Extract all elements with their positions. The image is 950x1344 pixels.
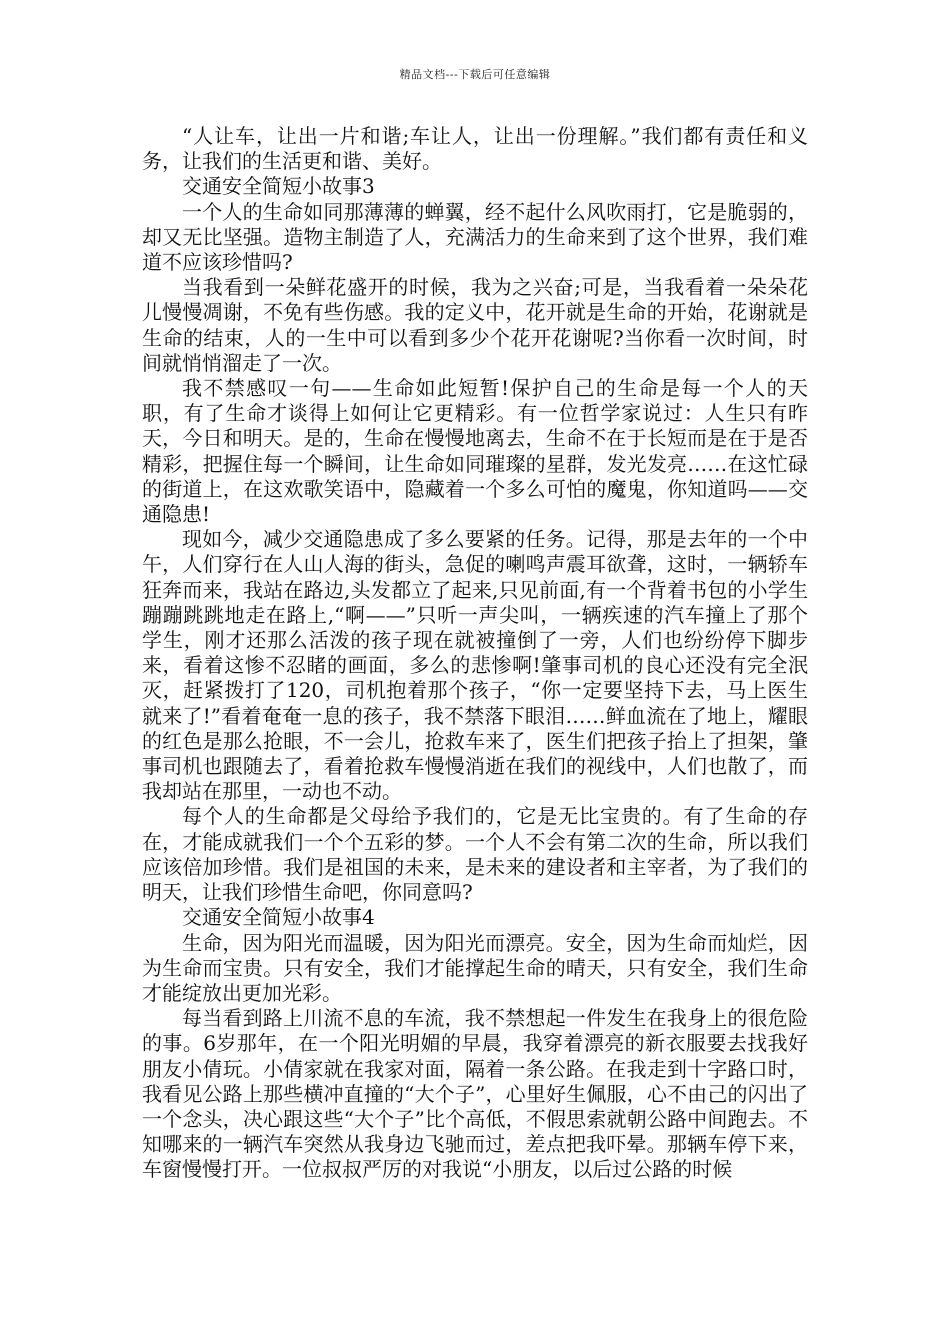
paragraph: 每当看到路上川流不息的车流，我不禁想起一件发生在我身上的很危险的事。6岁那年，在一个阳光明媚的早晨，我穿着漂亮的新衣服要去找我好朋友小倩玩。小倩家就在我家对面，隔着一条公路。在我走到十字路口时，我看见公路上那些横冲直撞的“大个子”，心里好生佩服，心不由己的闪出了一个念头，决心跟这些“大个子”比个高低，不假思索就朝公路中间跑去。不知哪来的一辆汽车突然从我身边飞驰而过，差点把我吓晕。那辆车停下来，车窗慢慢打开。一位叔叔严厉的对我说“小朋友，以后过公路的时候 <box>142 1006 808 1182</box>
section-title: 交通安全简短小故事4 <box>182 905 375 930</box>
paragraph: 现如今，减少交通隐患成了多么要紧的任务。记得，那是去年的一个中午，人们穿行在人山人海的街头，急促的喇鸣声震耳欲聋，这时，一辆轿车狂奔而来，我站在路边,头发都立了起来,只见前面,有一个背着书包的小学生蹦蹦跳跳地走在路上,“啊——”只听一声尖叫，一辆疾速的汽车撞上了那个学生，刚才还那么活泼的孩子现在就被撞倒了一旁，人们也纷纷停下脚步来，看着这惨不忍睹的画面，多么的悲惨啊!肇事司机的良心还没有完全泯灭，赶紧拨打了120，司机抱着那个孩子，“你一定要坚持下去，马上医生就来了!”看着奄奄一息的孩子，我不禁落下眼泪……鲜血流在了地上，耀眼的红色是那么抢眼，不一会儿，抢救车来了，医生们把孩子抬上了担架，肇事司机也跟随去了，看着抢救车慢慢消逝在我们的视线中，人们也散了，而我却站在那里，一动也不动。 <box>142 527 808 804</box>
paragraph: 一个人的生命如同那薄薄的蝉翼，经不起什么风吹雨打，它是脆弱的，却又无比坚强。造物主制造了人，充满活力的生命来到了这个世界，我们难道不应该珍惜吗? <box>142 199 808 275</box>
paragraph: 当我看到一朵鲜花盛开的时候，我为之兴奋;可是，当我看着一朵朵花儿慢慢凋谢，不免有些伤感。我的定义中，花开就是生命的开始，花谢就是生命的结束，人的一生中可以看到多少个花开花谢呢?当你看一次时间，时间就悄悄溜走了一次。 <box>142 275 808 375</box>
paragraph: 生命，因为阳光而温暖，因为阳光而漂亮。安全，因为生命而灿烂，因为生命而宝贵。只有安全，我们才能撑起生命的晴天，只有安全，我们生命才能绽放出更加光彩。 <box>142 930 808 1005</box>
paragraph: “人让车，让出一片和谐;车让人，让出一份理解。”我们都有责任和义务，让我们的生活更和谐、美好。 <box>142 124 808 174</box>
document-body <box>142 124 808 1183</box>
paragraph: 我不禁感叹一句——生命如此短暂!保护自己的生命是每一个人的天职，有了生命才谈得上如何让它更精彩。有一位哲学家说过：人生只有昨天，今日和明天。是的，生命在慢慢地离去，生命不在于长短而是在于是否精彩，把握住每一个瞬间，让生命如同璀璨的星群，发光发亮……在这忙碌的街道上，在这欢歌笑语中，隐藏着一个多么可怕的魔鬼，你知道吗——交通隐患! <box>142 376 808 527</box>
section-title: 交通安全简短小故事3 <box>182 174 375 199</box>
paragraph: 每个人的生命都是父母给予我们的，它是无比宝贵的。有了生命的存在，才能成就我们一个个五彩的梦。一个人不会有第二次的生命，所以我们应该倍加珍惜。我们是祖国的未来，是未来的建设者和主宰者，为了我们的明天，让我们珍惜生命吧，你同意吗? <box>142 804 808 905</box>
page-header: 精品文档---下载后可任意编辑 <box>399 68 551 81</box>
